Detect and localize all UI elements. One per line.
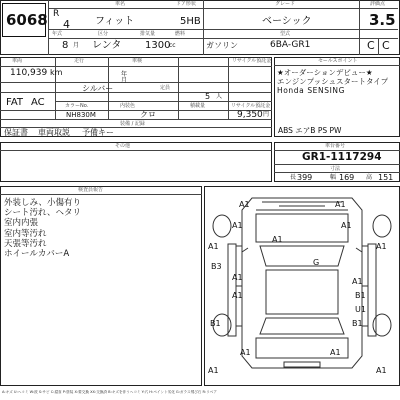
aircon: AC [31, 97, 45, 108]
chassis-code: 6BA-GR1 [270, 40, 311, 50]
records-warranty: 保証書 [4, 128, 28, 137]
label-year: 年式 [52, 31, 63, 37]
mark-a1-rear-right: A1 [330, 348, 341, 357]
lot-number: 6068 [6, 11, 48, 29]
other-panel [0, 142, 272, 182]
mark-a1-wheel-fr: A1 [376, 242, 387, 251]
fuel: ガソリン [206, 41, 238, 50]
car-diagram [204, 186, 400, 386]
mark-a1-wheel-rr: A1 [376, 366, 387, 375]
mark-a1-front-right: A1 [335, 200, 346, 209]
label-grade: グレード [275, 1, 296, 7]
grade: ベーシック [262, 16, 312, 27]
dim-width: 169 [339, 173, 355, 182]
mark-a1-front-left: A1 [239, 200, 250, 209]
label-load: 積載量 [190, 103, 206, 109]
mark-b1-right: B1 [355, 291, 366, 300]
colour: シルバー [82, 84, 114, 93]
displacement: 1300 [145, 40, 171, 51]
feature-line: エンジンプッシュスタートタイプ [277, 77, 389, 86]
other-title: その他 [115, 143, 131, 149]
note-line: 室内内張 [4, 218, 39, 229]
dim-length: 399 [297, 173, 313, 182]
mark-b3-left: B3 [211, 262, 222, 271]
mark-a1-hood-left: A1 [232, 221, 243, 230]
inspection-year: 年 [121, 71, 128, 78]
overall-score: 3.5 [369, 11, 396, 29]
colour-code: NH830M [66, 111, 96, 119]
note-line: 外装しみ、小傷有り [4, 198, 82, 208]
model-name: フィット [95, 16, 135, 27]
records-spare-key: 予備キー [82, 128, 114, 137]
reg-month: 8 [62, 40, 69, 51]
label-fuel: 燃料 [175, 31, 186, 37]
note-line: 天張等汚れ [4, 238, 47, 249]
inspection-month: 月 [121, 77, 128, 84]
model-year: 4 [63, 18, 70, 31]
exterior-grade: C [382, 39, 390, 52]
feature-line: ★オーダーションデビュー★ [277, 68, 373, 77]
interior-grade: C [367, 39, 375, 52]
body-type: 5HB [180, 16, 201, 27]
transmission: FAT [6, 97, 24, 108]
label-inspection: 車検 [132, 58, 143, 64]
options: ABS エアB PS PW [278, 126, 342, 135]
label-model: 車名 [115, 1, 126, 7]
dim-length-label: 長 [290, 174, 297, 181]
era: R [53, 9, 60, 19]
mark-a1-left-2: A1 [232, 291, 243, 300]
inspector-title: 検査員報告 [78, 187, 104, 193]
label-door: ドア形状 [176, 1, 196, 7]
dim-height: 151 [378, 173, 394, 182]
note-line: ホイールカバーA [4, 249, 70, 260]
mark-a1-hood-right: A1 [341, 221, 352, 230]
dim-height-label: 高 [366, 174, 373, 181]
records-manual: 車両取説 [38, 128, 70, 137]
chassis-sub: 寸法 [330, 166, 341, 172]
chassis-number: GR1-1117294 [302, 151, 382, 163]
label-code: 型式 [280, 31, 291, 37]
mark-b1-left: B1 [210, 319, 221, 328]
selling-points-list [277, 68, 388, 95]
label-recycle: リサイクル預託金 [232, 58, 272, 64]
label-colour-code: カラーNo. [65, 103, 89, 109]
label-recycle-fee: リサイクル預託金 [231, 103, 271, 109]
chassis-label: 車台番号 [325, 143, 346, 149]
lot-number-box [2, 3, 46, 37]
feature-line: Honda SENSING [277, 86, 346, 95]
cc-unit: cc [169, 42, 176, 49]
inspector-notes [4, 198, 81, 259]
note-line: シート汚れ、ヘタリ [4, 208, 82, 219]
mark-a1-wheel-fl: A1 [208, 242, 219, 251]
label-type: 区分 [98, 31, 109, 37]
mark-u1-right: U1 [355, 305, 366, 314]
label-cc: 排気量 [140, 31, 156, 37]
mark-a1-left-1: A1 [232, 273, 243, 282]
seats-unit: 人 [216, 93, 223, 100]
mileage: 110,939 [10, 68, 48, 78]
interior-colour: クロ [140, 110, 156, 119]
mark-a1-right-1: A1 [352, 277, 363, 286]
label-mileage: 走行 [74, 58, 85, 64]
usage: レンタ [92, 40, 122, 51]
selling-points-title: セールスポイント [318, 58, 358, 64]
reg-month-unit: 月 [73, 42, 80, 49]
note-line: 室内等汚れ [4, 228, 47, 239]
recycle-unit: 円 [263, 111, 270, 118]
dim-width-label: 幅 [330, 174, 337, 181]
seats: 5 [205, 92, 211, 101]
mark-a1-bonnet: A1 [272, 235, 283, 244]
mark-g-windshield: G [313, 258, 320, 267]
label-equipment: 装備 / 記録 [120, 121, 145, 127]
recycle-fee: 9,350 [237, 110, 263, 120]
label-vehicle: 車両 [12, 58, 23, 64]
mark-b1-right-2: B1 [352, 319, 363, 328]
mileage-unit: km [50, 68, 63, 77]
damage-legend: A:キズ U:ヘコミ W:波 S:サビ C:腐食 P:塗装 X:要交換 XX:交換済 B:キズを伴うヘコミ Y:穴 H:ペイント劣化 G:ガラス飛び石 R:リペア [2, 390, 217, 394]
label-score: 評価点 [370, 1, 386, 7]
label-interior: 内装色 [120, 103, 136, 109]
label-seats: 定員 [160, 85, 171, 91]
mark-a1-wheel-rl: A1 [208, 366, 219, 375]
mark-a1-rear-left: A1 [240, 348, 251, 357]
